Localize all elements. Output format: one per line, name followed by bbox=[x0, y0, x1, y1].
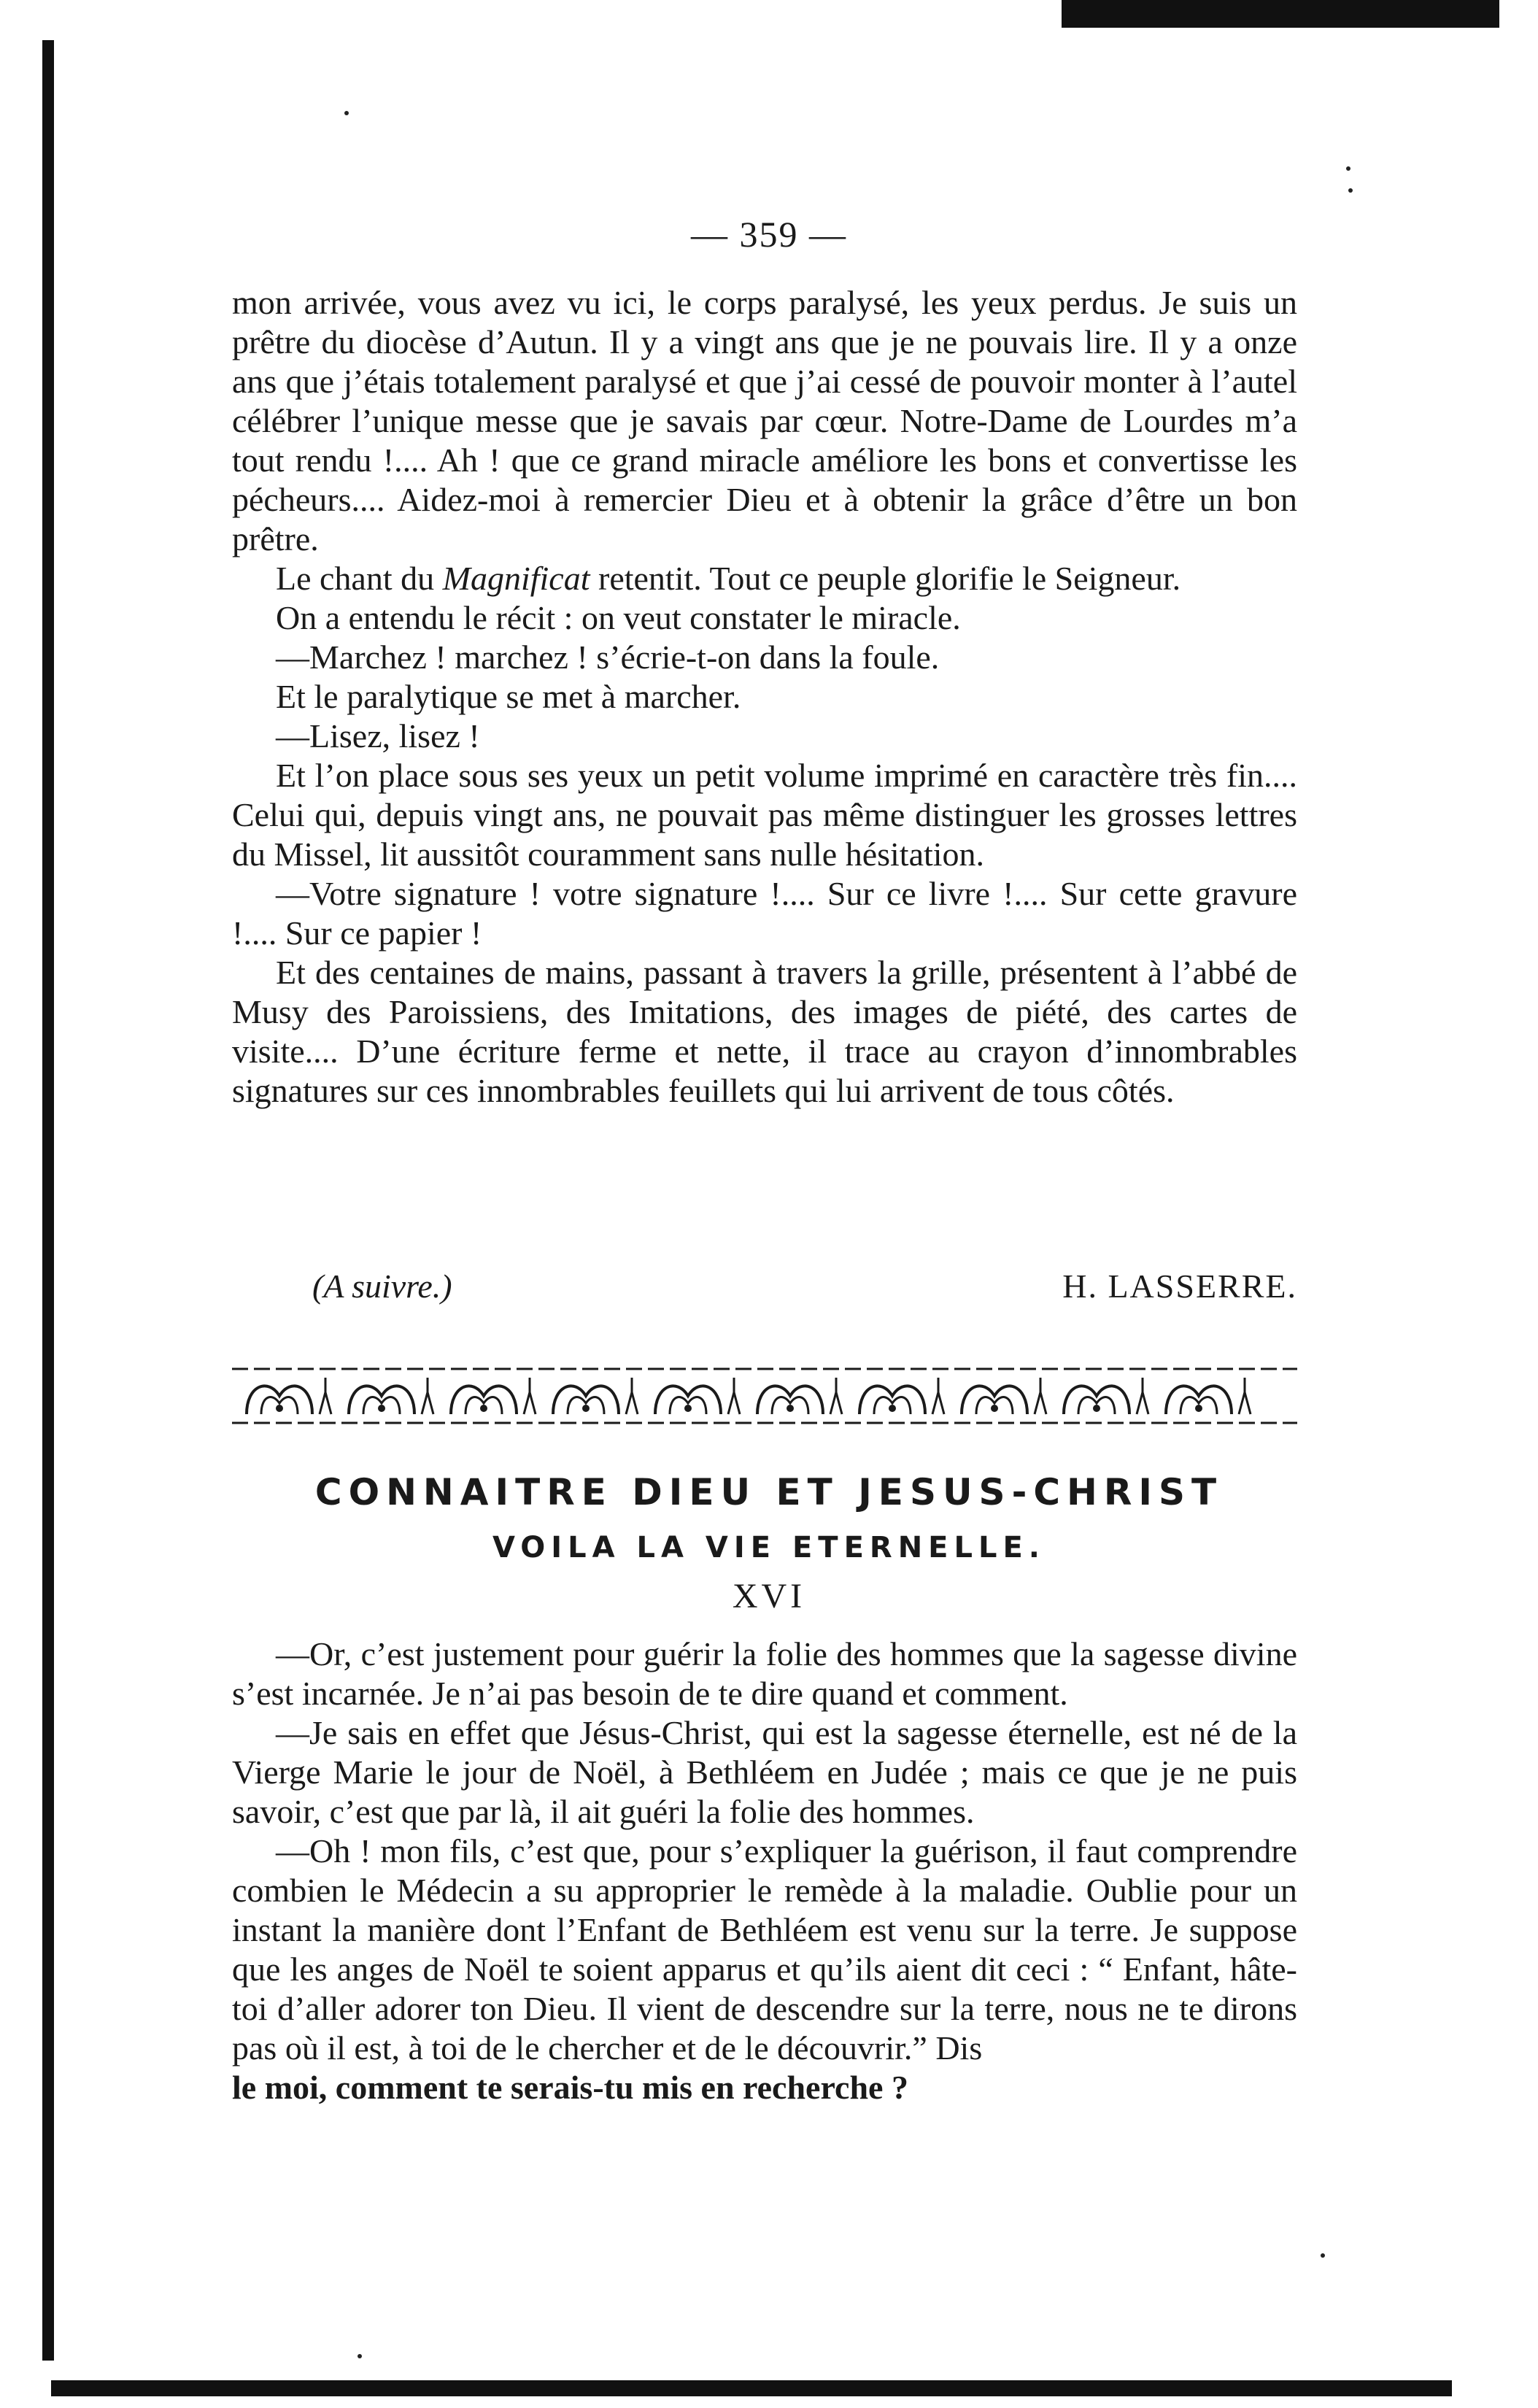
scan-speck bbox=[358, 2354, 362, 2358]
paragraph-last-line: le moi, comment te serais-tu mis en recherche ? bbox=[232, 2069, 908, 2106]
paragraph: Le chant du Magnificat retentit. Tout ce peuple glorifie le Seigneur. bbox=[276, 560, 1181, 597]
paragraph: —Votre signature ! votre signature !.... Sur ce livre !.... Sur cette gravure !.... Sur ce papier ! bbox=[232, 875, 1297, 952]
page-number: — 359 — bbox=[691, 214, 847, 255]
paragraph: Et l’on place sous ses yeux un petit volume imprimé en caractère très fin.... Celui qui, depuis vingt ans, ne pouvait pas même distinguer les grosses lettres du Missel, lit aussitôt couramment sans nulle hésitation. bbox=[232, 757, 1297, 873]
scan-edge-bottom bbox=[51, 2380, 1452, 2396]
scan-speck bbox=[1321, 2253, 1325, 2258]
to-be-continued: (A suivre.) bbox=[312, 1267, 452, 1305]
magnificat-title: Magnificat bbox=[442, 560, 590, 597]
scan-speck bbox=[344, 111, 349, 115]
scan-speck bbox=[1346, 166, 1350, 171]
paragraph: —Or, c’est justement pour guérir la folie des hommes que la sagesse divine s’est incarnée. Je n’ai pas besoin de te dire quand et comment. bbox=[232, 1635, 1297, 1712]
scan-speck bbox=[1348, 188, 1353, 193]
paragraph: —Lisez, lisez ! bbox=[276, 717, 480, 755]
decorative-border bbox=[232, 1363, 1297, 1429]
ornament-motifs bbox=[247, 1378, 1251, 1414]
chapter-number: XVI bbox=[732, 1577, 806, 1616]
scan-edge-left bbox=[42, 40, 54, 2361]
article-title: CONNAITRE DIEU ET JESUS-CHRIST bbox=[314, 1471, 1224, 1513]
paragraph: On a entendu le récit : on veut constater le miracle. bbox=[276, 599, 961, 636]
paragraph: mon arrivée, vous avez vu ici, le corps paralysé, les yeux perdus. Je suis un prêtre du diocèse d’Autun. Il y a vingt ans que je ne pouvais lire. Il y a onze ans que j’étais totalement paralysé et que j’ai cessé de pouvoir monter à l’autel célébrer l’unique messe que je savais par cœur. Notre-Dame de Lourdes m’a tout rendu !.... Ah ! que ce grand miracle améliore les bons et convertisse les pécheurs.... Aidez-moi à remercier Dieu et à obtenir la grâce d’être un bon prêtre. bbox=[232, 284, 1297, 557]
scan-edge-top bbox=[1062, 0, 1499, 28]
author-signature: H. LASSERRE. bbox=[1062, 1267, 1297, 1305]
article-subtitle: VOILA LA VIE ETERNELLE. bbox=[492, 1531, 1046, 1564]
article-2-body bbox=[232, 1635, 1297, 2107]
paragraph: —Je sais en effet que Jésus-Christ, qui est la sagesse éternelle, est né de la Vierge Marie le jour de Noël, à Bethléem en Judée ; mais ce que je ne puis savoir, c’est que par là, il ait guéri la folie des hommes. bbox=[232, 1714, 1297, 1830]
paragraph: —Oh ! mon fils, c’est que, pour s’expliquer la guérison, il faut comprendre combien le Médecin a su approprier le remède à la maladie. Oublie pour un instant la manière dont l’Enfant de Bethléem est venu sur la terre. Je suppose que les anges de Noël te soient apparus et qu’ils aient dit ceci : “ Enfant, hâte-toi d’aller adorer ton Dieu. Il vient de descendre sur la terre, nous ne te dirons pas où il est, à toi de le chercher et de le découvrir.” Dis bbox=[232, 1832, 1297, 2067]
article-1-body bbox=[232, 283, 1297, 1111]
paragraph: —Marchez ! marchez ! s’écrie-t-on dans la foule. bbox=[276, 638, 940, 676]
paragraph: Et des centaines de mains, passant à travers la grille, présentent à l’abbé de Musy des Paroissiens, des Imitations, des images de piété, des cartes de visite.... D’une écriture ferme et nette, il trace au crayon d’innombrables signatures sur ces innombrables feuillets qui lui arrivent de tous côtés. bbox=[232, 954, 1297, 1109]
paragraph: Et le paralytique se met à marcher. bbox=[276, 678, 741, 715]
